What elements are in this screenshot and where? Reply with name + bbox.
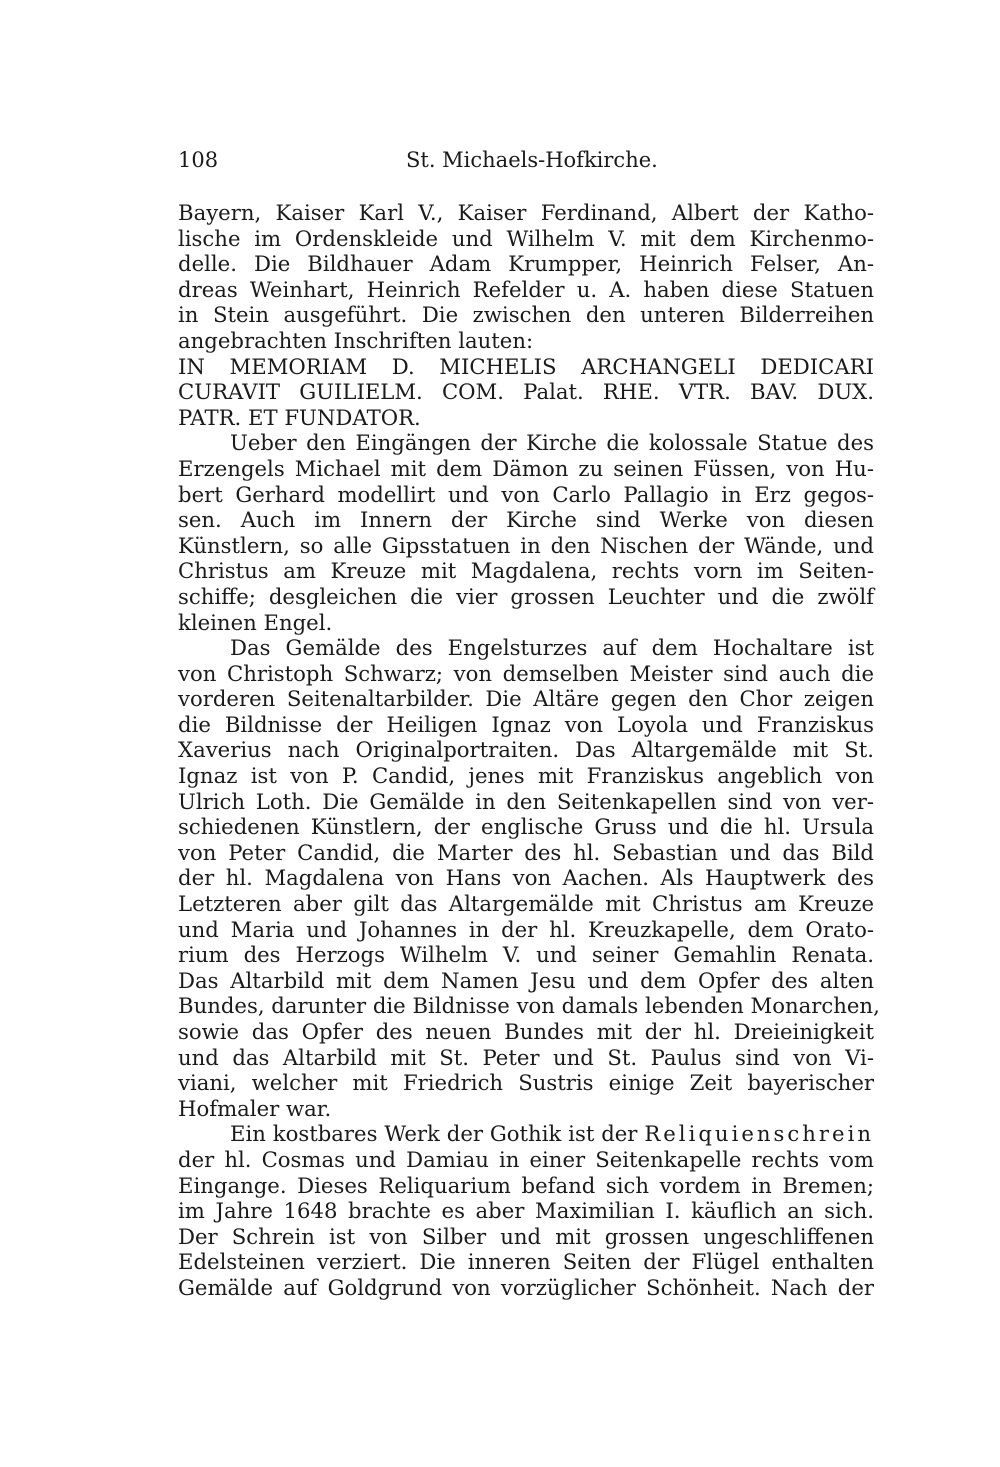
- text-line: Bayern, Kaiser Karl V., Kaiser Ferdinand, Albert der Katho-: [178, 200, 874, 225]
- text-line: von Christoph Schwarz; von demselben Meister sind auch die: [178, 660, 874, 686]
- running-title: St. Michaels-Hofkirche.: [406, 148, 658, 172]
- inscription-line: IN MEMORIAM D. MICHELIS ARCHANGELI DEDICARI: [178, 353, 874, 379]
- text-line: in Stein ausgeführt. Die zwischen den unteren Bilderreihen: [178, 302, 874, 328]
- text-line: Das Altarbild mit dem Namen Jesu und dem Opfer des alten: [178, 967, 874, 993]
- text-line: Ulrich Loth. Die Gemälde in den Seitenkapellen sind von ver-: [178, 788, 874, 814]
- text-line: Christus am Kreuze mit Magdalena, rechts vorn im Seiten-: [178, 558, 874, 584]
- text-line: vorderen Seitenaltarbilder. Die Altäre gegen den Chor zeigen: [178, 686, 874, 712]
- body-text: [178, 200, 880, 1301]
- text-line: Das Gemälde des Engelsturzes auf dem Hochaltare ist: [230, 635, 874, 661]
- text-line: im Jahre 1648 brachte es aber Maximilian I. käuflich an sich.: [178, 1198, 874, 1224]
- text-line: von Peter Candid, die Marter des hl. Sebastian und das Bild: [178, 839, 874, 865]
- text-line: Erzengels Michael mit dem Dämon zu seinen Füssen, von Hu-: [178, 455, 874, 481]
- text-line: Letzteren aber gilt das Altargemälde mit Christus am Kreuze: [178, 891, 874, 917]
- text-line: der hl. Magdalena von Hans von Aachen. Als Hauptwerk des: [178, 865, 874, 891]
- text-line: Gemälde auf Goldgrund von vorzüglicher Schönheit. Nach der: [178, 1274, 874, 1300]
- inscription-line: PATR. ET FUNDATOR.: [178, 404, 421, 430]
- text-line: dreas Weinhart, Heinrich Refelder u. A. haben diese Statuen: [178, 276, 874, 302]
- text-line: Ueber den Eingängen der Kirche die kolossale Statue des: [230, 430, 874, 456]
- text-line: Eingange. Dieses Reliquarium befand sich vordem in Bremen;: [178, 1172, 874, 1198]
- text-line: sowie das Opfer des neuen Bundes mit der hl. Dreieinigkeit: [178, 1019, 874, 1044]
- text-segment: Ein kostbares Werk der Gothik ist der: [230, 1121, 645, 1147]
- text-line: Künstlern, so alle Gipsstatuen in den Nischen der Wände, und: [178, 532, 874, 558]
- spaced-emphasis: Reliquienschrein: [644, 1121, 874, 1147]
- text-line: bert Gerhard modellirt und von Carlo Pallagio in Erz gegos-: [178, 481, 874, 507]
- text-line: viani, welcher mit Friedrich Sustris einige Zeit bayerischer: [178, 1070, 874, 1096]
- text-line: die Bildnisse der Heiligen Ignaz von Loyola und Franziskus: [178, 711, 874, 737]
- text-line: der hl. Cosmas und Damiau in einer Seitenkapelle rechts vom: [178, 1146, 874, 1172]
- text-line: Xaverius nach Originalportraiten. Das Altargemälde mit St.: [178, 737, 874, 763]
- text-line: Bundes, darunter die Bildnisse von damals lebenden Monarchen,: [178, 993, 880, 1019]
- text-line: sen. Auch im Innern der Kirche sind Werke von diesen: [178, 507, 874, 533]
- text-line: Ignaz ist von P. Candid, jenes mit Franziskus angeblich von: [178, 763, 874, 789]
- text-line: rium des Herzogs Wilhelm V. und seiner Gemahlin Renata.: [178, 942, 874, 968]
- text-line: angebrachten Inschriften lauten:: [178, 327, 534, 353]
- text-line: und das Altarbild mit St. Peter und St. Paulus sind von Vi-: [178, 1044, 874, 1070]
- text-line: schiedenen Künstlern, der englische Gruss und die hl. Ursula: [178, 814, 874, 840]
- page-header: [178, 148, 678, 178]
- text-line: Hofmaler war.: [178, 1095, 332, 1121]
- text-line: delle. Die Bildhauer Adam Krumpper, Heinrich Felser, An-: [178, 251, 874, 277]
- text-line: Edelsteinen verziert. Die inneren Seiten der Flügel enthalten: [178, 1249, 874, 1275]
- text-line: Der Schrein ist von Silber und mit grossen ungeschliffenen: [178, 1223, 874, 1249]
- text-line: schiffe; desgleichen die vier grossen Leuchter und die zwölf: [178, 583, 874, 609]
- text-line: und Maria und Johannes in der hl. Kreuzkapelle, dem Orato-: [178, 916, 874, 942]
- inscription-line: CURAVIT GUILIELM. COM. Palat. RHE. VTR. BAV. DUX.: [178, 379, 874, 405]
- text-line: lische im Ordenskleide und Wilhelm V. mit dem Kirchenmo-: [178, 225, 874, 251]
- text-line: [178, 1121, 874, 1147]
- page-number: 108: [178, 148, 219, 172]
- text-line: kleinen Engel.: [178, 609, 333, 635]
